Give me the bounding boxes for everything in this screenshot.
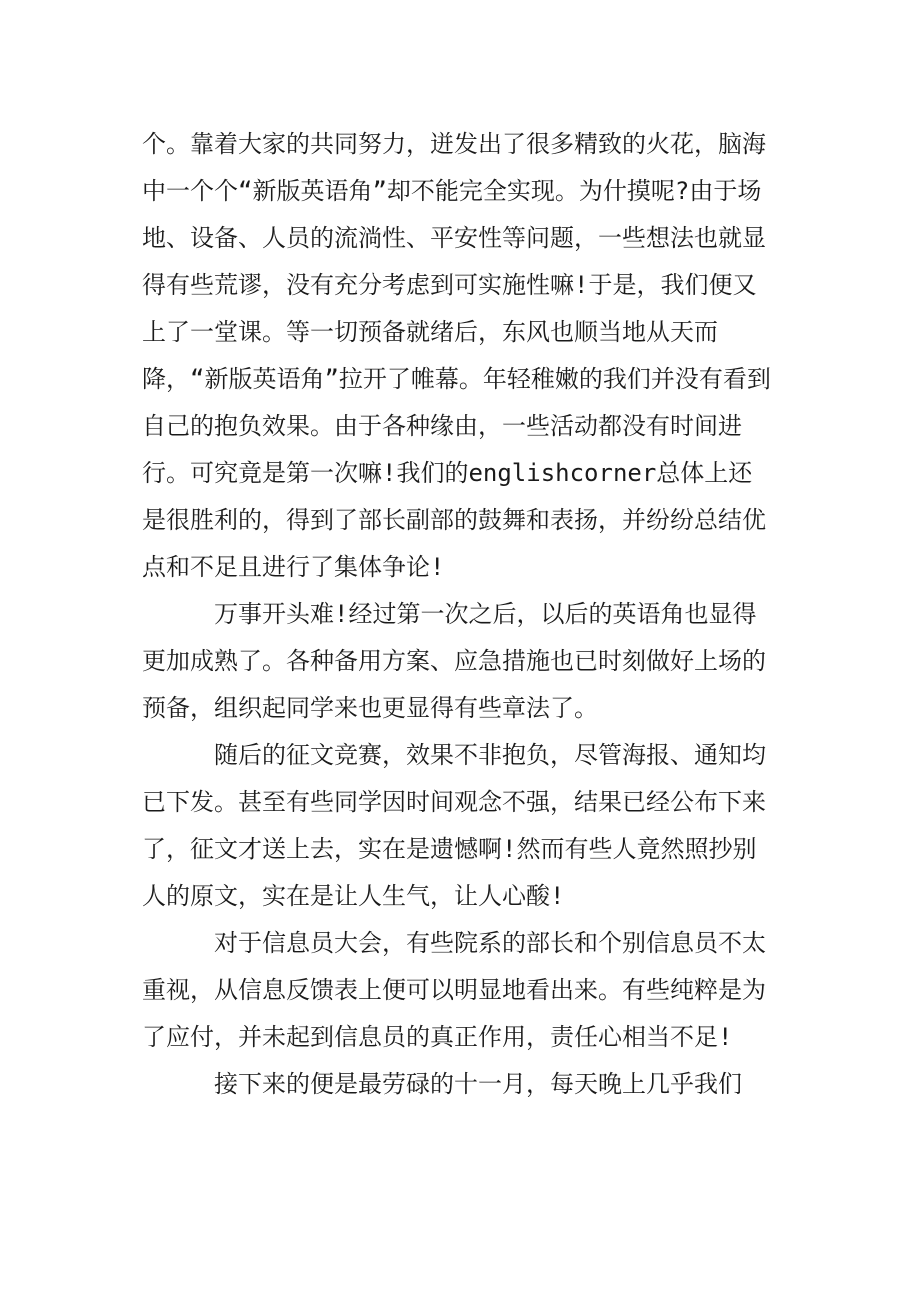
paragraph-info-meeting: 对于信息员大会，有些院系的部长和个别信息员不太重视，从信息反馈表上便可以明显地看出来。有些纯粹是为了应付，并未起到信息员的真正作用，责任心相当不足! bbox=[142, 929, 766, 1051]
paragraph-november: 接下来的便是最劳碌的十一月，每天晚上几乎我们 bbox=[214, 1070, 742, 1098]
paragraph-continuation: 个。靠着大家的共同努力，迸发出了很多精致的火花，脑海中一个个“新版英语角”却不能完全实现。为什摸呢?由于场地、设备、人员的流淌性、平安性等问题，一些想法也就显得有些荒谬，没有充分考虑到可实施性嘛!于是，我们便又上了一堂课。等一切预备就绪后，东风也顺当地从天而降，“新版英语角”拉开了帷幕。年轻稚嫩的我们并没有看到自己的抱负效果。由于各种缘由，一些活动都没有时间进行。可究竟是第一次嘛!我们的englishcorner总体上还是很胜利的，得到了部长副部的鼓舞和表扬，并纷纷总结优点和不足且进行了集体争论! bbox=[142, 130, 771, 581]
document-page bbox=[142, 121, 772, 1108]
paragraph-first-success: 万事开头难!经过第一次之后，以后的英语角也显得更加成熟了。各种备用方案、应急措施也已时刻做好上场的预备，组织起同学来也更显得有些章法了。 bbox=[142, 600, 766, 722]
paragraph-essay-contest: 随后的征文竞赛，效果不非抱负，尽管海报、通知均已下发。甚至有些同学因时间观念不强，结果已经公布下来了，征文才送上去，实在是遗憾啊!然而有些人竟然照抄别人的原文，实在是让人生气，让人心酸! bbox=[142, 741, 766, 910]
